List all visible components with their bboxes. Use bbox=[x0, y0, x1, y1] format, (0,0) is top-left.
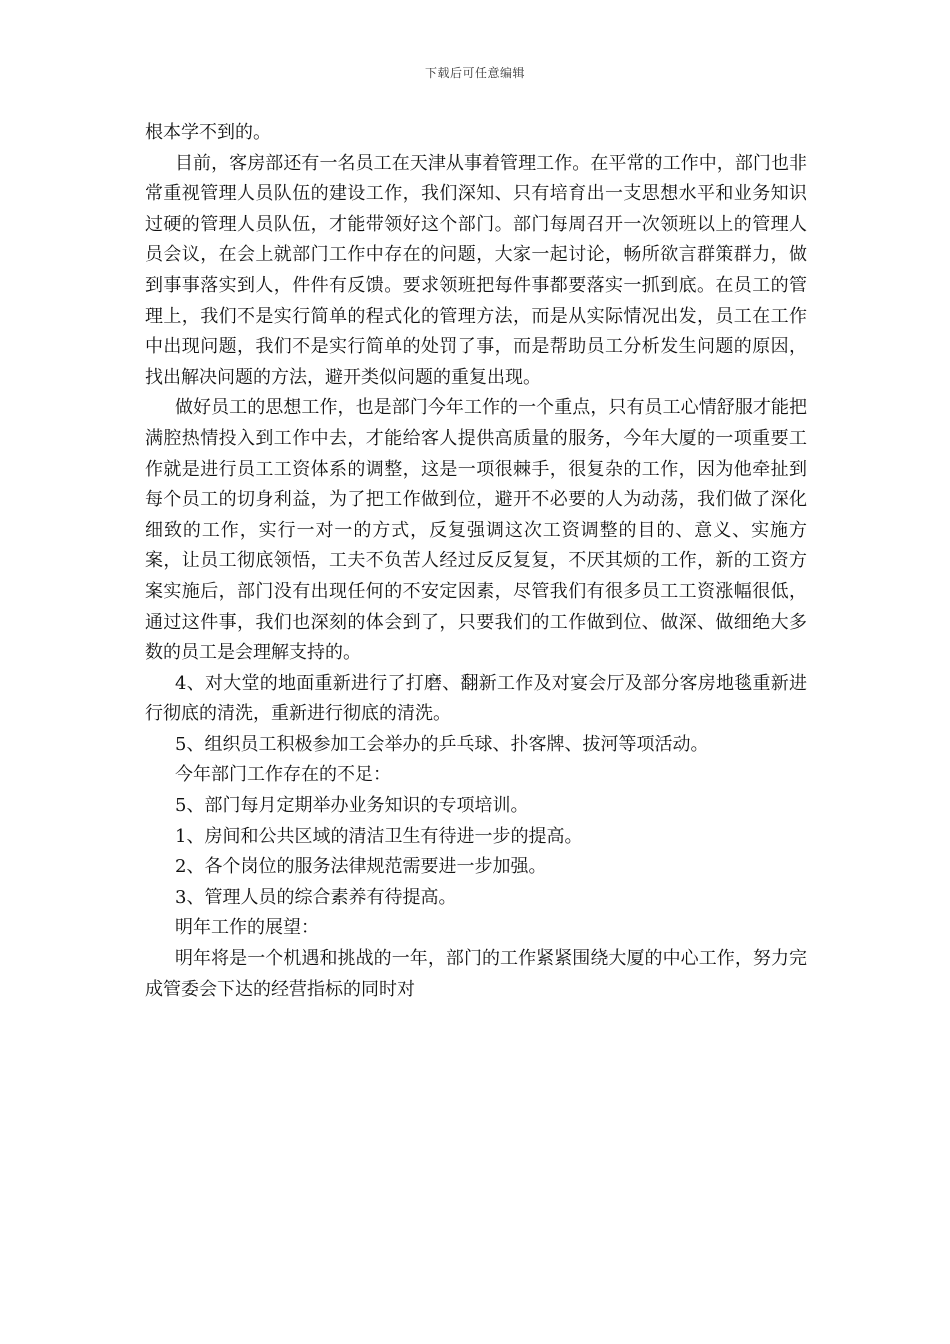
section-heading-outlook: 明年工作的展望： bbox=[175, 917, 319, 939]
section-heading-shortcomings: 今年部门工作存在的不足： bbox=[175, 764, 391, 786]
paragraph-continuation: 根本学不到的。 bbox=[145, 122, 271, 143]
list-item-service-standards: 2、各个岗位的服务法律规范需要进一步加强。 bbox=[175, 856, 547, 878]
list-item-training: 5、部门每月定期举办业务知识的专项培训。 bbox=[175, 795, 529, 817]
list-item-lobby-floor: 4、对大堂的地面重新进行了打磨、翻新工作及对宴会厅及部分客房地毯重新进行彻底的清洗，重新进行彻底的清洗。 bbox=[145, 672, 807, 725]
paragraph-outlook: 明年将是一个机遇和挑战的一年，部门的工作紧紧围绕大厦的中心工作，努力完成管委会下达的经营指标的同时对 bbox=[145, 948, 807, 1000]
page-header: 下载后可任意编辑 bbox=[424, 66, 525, 80]
paragraph-staff-thinking: 做好员工的思想工作，也是部门今年工作的一个重点，只有员工心情舒服才能把满腔热情投入到工作中去，才能给客人提供高质量的服务，今年大厦的一项重要工作就是进行员工工资体系的调整，这是一项很棘手，很复杂的工作，因为他牵扯到每个员工的切身利益，为了把工作做到位，避开不必要的人为动荡，我们做了深化细致的工作，实行一对一的方式，反复强调这次工资调整的目的、意义、实施方案，让员工彻底领悟，工夫不负苦人经过反反复复，不厌其烦的工作，新的工资方案实施后，部门没有出现任何的不安定因素，尽管我们有很多员工工资涨幅很低，通过这件事，我们也深刻的体会到了，只要我们的工作做到位、做深、做细绝大多数的员工是会理解支持的。 bbox=[145, 397, 807, 664]
list-item-manager-quality: 3、管理人员的综合素养有待提高。 bbox=[175, 886, 457, 908]
paragraph-management-team: 目前，客房部还有一名员工在天津从事着管理工作。在平常的工作中，部门也非常重视管理人员队伍的建设工作，我们深知、只有培育出一支思想水平和业务知识过硬的管理人员队伍，才能带领好这个部门。部门每周召开一次领班以上的管理人员会议，在会上就部门工作中存在的问题，大家一起讨论，畅所欲言群策群力，做到事事落实到人，件件有反馈。要求领班把每件事都要落实一抓到底。在员工的管理上，我们不是实行简单的程式化的管理方法，而是从实际情况出发，员工在工作中出现问题，我们不是实行简单的处罚了事，而是帮助员工分析发生问题的原因，找出解决问题的方法，避开类似问题的重复出现。 bbox=[145, 152, 807, 388]
list-item-cleaning: 1、房间和公共区域的清洁卫生有待进一步的提高。 bbox=[175, 825, 583, 847]
document-body bbox=[145, 118, 807, 1005]
list-item-union-activities: 5、组织员工积极参加工会举办的乒乓球、扑客牌、拔河等项活动。 bbox=[175, 733, 709, 755]
